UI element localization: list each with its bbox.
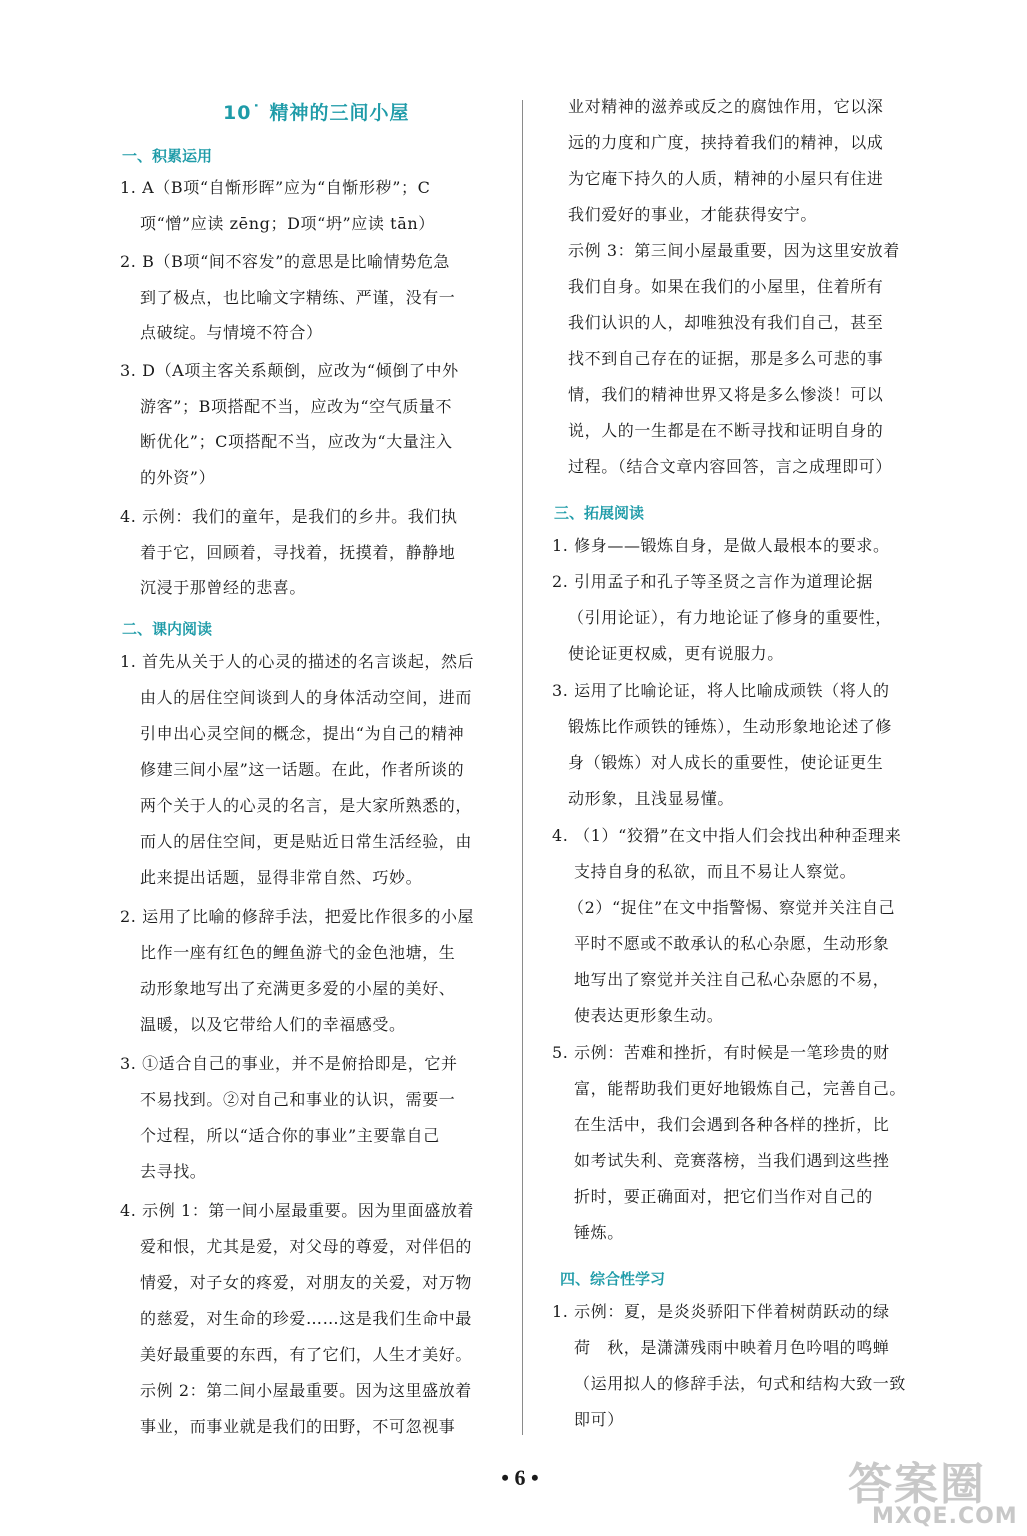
column-divider xyxy=(522,100,523,1435)
answer-line: 地写出了察觉并关注自己私心杂愿的不易， xyxy=(574,970,890,989)
answer-line: 1. A（B项“自惭形晖”应为“自惭形秽”；C xyxy=(120,178,431,197)
answer-line: 我们爱好的事业，才能获得安宁。 xyxy=(568,205,818,224)
answer-line: 业对精神的滋养或反之的腐蚀作用，它以深 xyxy=(568,97,884,116)
answer-line: 点破绽。与情境不符合） xyxy=(140,323,323,342)
answer-line: 2. B（B项“间不容发”的意思是比喻情势危急 xyxy=(120,252,451,271)
section-heading-3: 三、拓展阅读 xyxy=(554,504,645,522)
answer-line: 折时，要正确面对，把它们当作对自己的 xyxy=(574,1187,873,1206)
section-heading-4: 四、综合性学习 xyxy=(560,1270,666,1288)
answer-line: 锻炼比作顽铁的锤炼），生动形象地论述了修 xyxy=(568,717,893,736)
page-number: • 6 • xyxy=(501,1465,539,1490)
answer-line: 修建三间小屋”这一话题。在此，作者所谈的 xyxy=(140,760,465,779)
answer-line: 动形象，且浅显易懂。 xyxy=(568,789,735,808)
answer-line: 示例 3：第三间小屋最重要，因为这里安放着 xyxy=(568,241,900,260)
answer-line: 1. 示例：夏，是炎炎骄阳下伴着树荫跃动的绿 xyxy=(552,1302,890,1321)
answer-line: 如考试失利、竞赛落榜，当我们遇到这些挫 xyxy=(574,1151,890,1170)
answer-line: 不易找到。②对自己和事业的认识，需要一 xyxy=(140,1090,456,1109)
answer-line: 荷 秋，是潇潇残雨中映着月色吟唱的鸣蝉 xyxy=(574,1338,890,1357)
answer-line: 引申出心灵空间的概念，提出“为自己的精神 xyxy=(140,724,465,743)
answer-line: 在生活中，我们会遇到各种各样的挫折，比 xyxy=(574,1115,890,1134)
answer-line: （2）“捉住”在文中指警惕、察觉并关注自己 xyxy=(568,898,896,917)
page-title: 10˙ 精神的三间小屋 xyxy=(223,102,410,124)
answer-line: 到了极点，也比喻文字精练、严谨，没有一 xyxy=(140,288,456,307)
answer-line: 我们认识的人，却唯独没有我们自己，甚至 xyxy=(568,313,884,332)
answer-line: 3. ①适合自己的事业，并不是俯拾即是，它并 xyxy=(120,1054,458,1073)
answer-line: 爱和恨，尤其是爱，对父母的尊爱，对伴侣的 xyxy=(140,1237,473,1256)
answer-line: 由人的居住空间谈到人的身体活动空间，进而 xyxy=(140,688,473,707)
answer-line: 1. 首先从关于人的心灵的描述的名言谈起，然后 xyxy=(120,652,475,671)
answer-line: 2. 运用了比喻的修辞手法，把爱比作很多的小屋 xyxy=(120,907,475,926)
answer-line: 动形象地写出了充满更多爱的小屋的美好、 xyxy=(140,979,456,998)
answer-line: 项“憎”应读 zēng；D项“坍”应读 tān） xyxy=(140,214,435,233)
watermark-logo xyxy=(840,1448,1020,1533)
answer-line: 示例 2：第二间小屋最重要。因为这里盛放着 xyxy=(140,1381,472,1400)
section-heading-2: 二、课内阅读 xyxy=(122,620,213,638)
watermark-url: MXQE.COM xyxy=(872,1504,1018,1529)
answer-line: 个过程，所以“适合你的事业”主要靠自己 xyxy=(140,1126,440,1145)
answer-line: 过程。（结合文章内容回答，言之成理即可） xyxy=(568,457,893,476)
answer-line: 美好最重要的东西，有了它们，人生才美好。 xyxy=(140,1345,473,1364)
answer-line: 4. 示例：我们的童年，是我们的乡井。我们执 xyxy=(120,507,458,526)
answer-line: 富，能帮助我们更好地锻炼自己，完善自己。 xyxy=(574,1079,907,1098)
answer-line: 的慈爱，对生命的珍爱……这是我们生命中最 xyxy=(140,1309,473,1328)
answer-line: 3. 运用了比喻论证，将人比喻成顽铁（将人的 xyxy=(552,681,890,700)
answer-line: （运用拟人的修辞手法，句式和结构大致一致 xyxy=(574,1374,907,1393)
answer-line: 找不到自己存在的证据，那是多么可悲的事 xyxy=(568,349,884,368)
answer-line: 即可） xyxy=(574,1410,624,1429)
answer-line: 两个关于人的心灵的名言，是大家所熟悉的， xyxy=(140,796,473,815)
answer-line: 平时不愿或不敢承认的私心杂愿，生动形象 xyxy=(574,934,890,953)
answer-line: 锤炼。 xyxy=(574,1223,624,1242)
answer-line: 使表达更形象生动。 xyxy=(574,1006,724,1025)
answer-line: 我们自身。如果在我们的小屋里，住着所有 xyxy=(568,277,884,296)
answer-line: 2. 引用孟子和孔子等圣贤之言作为道理论据 xyxy=(552,572,873,591)
answer-line: 说，人的一生都是在不断寻找和证明自身的 xyxy=(568,421,884,440)
answer-line: 支持自身的私欲，而且不易让人察觉。 xyxy=(574,862,857,881)
answer-line: 5. 示例：苦难和挫折，有时候是一笔珍贵的财 xyxy=(552,1043,890,1062)
answer-line: 比作一座有红色的鲤鱼游弋的金色池塘，生 xyxy=(140,943,456,962)
answer-line: 游客”；B项搭配不当，应改为“空气质量不 xyxy=(140,397,453,416)
answer-line: 着于它，回顾着，寻找着，抚摸着，静静地 xyxy=(140,543,456,562)
answer-line: 而人的居住空间，更是贴近日常生活经验，由 xyxy=(140,832,473,851)
answer-line: 4. 示例 1：第一间小屋最重要。因为里面盛放着 xyxy=(120,1201,475,1220)
answer-line: 温暖，以及它带给人们的幸福感受。 xyxy=(140,1015,406,1034)
answer-line: 情，我们的精神世界又将是多么惨淡！可以 xyxy=(568,385,884,404)
answer-line: 3. D（A项主客关系颠倒，应改为“倾倒了中外 xyxy=(120,361,459,380)
answer-line: （引用论证），有力地论证了修身的重要性， xyxy=(568,608,893,627)
answer-line: 此来提出话题，显得非常自然、巧妙。 xyxy=(140,868,423,887)
answer-line: 身（锻炼）对人成长的重要性，使论证更生 xyxy=(568,753,884,772)
answer-line: 沉浸于那曾经的悲喜。 xyxy=(140,578,307,597)
answer-line: 1. 修身——锻炼自身，是做人最根本的要求。 xyxy=(552,536,890,555)
answer-line: 情爱，对子女的疼爱，对朋友的关爱，对万物 xyxy=(140,1273,473,1292)
watermark-text: 答案圈 xyxy=(848,1459,986,1510)
section-heading-1: 一、积累运用 xyxy=(122,147,213,165)
answer-line: 事业，而事业就是我们的田野，不可忽视事 xyxy=(140,1417,456,1436)
answer-line: 为它庵下持久的人质，精神的小屋只有住进 xyxy=(568,169,884,188)
answer-line: 去寻找。 xyxy=(140,1162,207,1181)
answer-line: 断优化”；C项搭配不当，应改为“大量注入 xyxy=(140,432,453,451)
answer-line: 远的力度和广度，挟持着我们的精神，以成 xyxy=(568,133,884,152)
answer-line: 的外资”） xyxy=(140,468,216,487)
answer-line: 4. （1）“狡猾”在文中指人们会找出种种歪理来 xyxy=(552,826,902,845)
answer-line: 使论证更权威，更有说服力。 xyxy=(568,644,784,663)
